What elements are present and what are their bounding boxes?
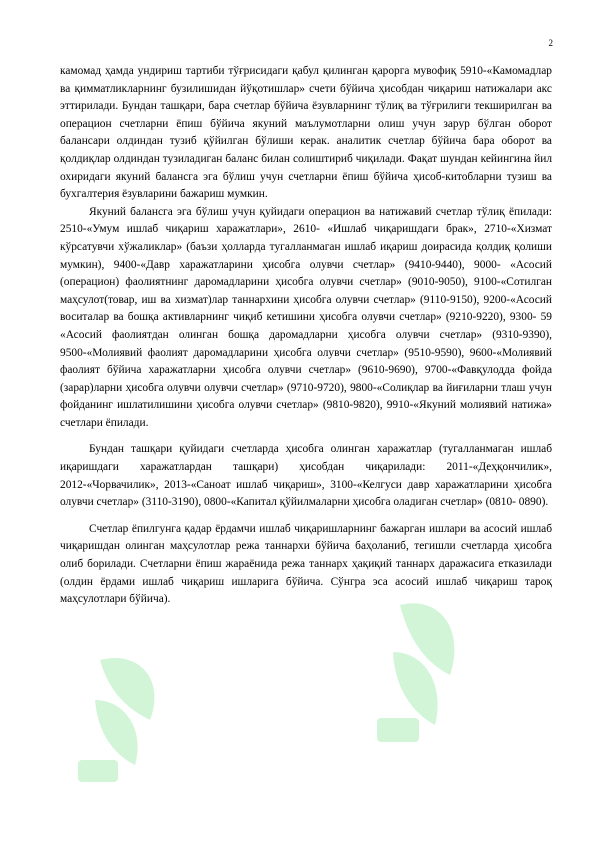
paragraph: Якуний балансга эга бўлиш учун қуйидаги операцион ва натижавий счетлар тўлиқ ёпилади: 2510-«Умум ишлаб чиқариш харажатлари», 2610- «Ишлаб чиқаришдаги брак», 2710-«Хизмат кўрсатувчи хўжаликлар» (баъзи ҳолларда тугалланмаган ишлаб иқариш доирасида қолдиқ қолиши мумкин), 9400-«Давр харажатларини ҳисобга олувчи счетлар» (9410-9440), 9000- «Асосий (операцион) фаолиятнинг даромадларини ҳисобга олувчи счетлар» (9010-9050), 9100-«Сотилган маҳсулот(товар, иш ва хизмат)лар таннархини ҳисобга олувчи счетлар» (9110-9150), 9200-«Асосий воситалар ва бошқа активларнинг чиқиб кетишини ҳисобга олувчи счетлар» (9210-9220), 9300- 59 «Асосий фаолиятдан олинган бошқа даромадларни ҳисобга олувчи счетлар» (9310-9390), 9500-«Молиявий фаолият даромадларини ҳисобга олувчи счетлар» (9510-9590), 9600-«Молиявий фаолият бўйича харажатларни ҳисобга олувчи счетлар» (9610-9690), 9700-«Фавқулодда фойда (зарар)ларни ҳисобга олувчи олувчи счетлар» (9710-9720), 9800-«Солиқлар ва йиғиларни тлаш учун фойданинг ишлатилишини ҳисобга олувчи счетлар» (9810-9820), 9910-«Якуний молиявий натижа» счетлари ёпилади. [60, 205, 552, 429]
paragraph: Бундан ташқари қуйидаги счетларда ҳисобга олинган харажатлар (тугалланмаган ишлаб иқаришдаги харажатлардан ташқари) ҳисобдан чиқарилади: 2011-«Деҳқончилик», 2012-«Чорвачилик», 2013-«Саноат ишлаб чиқариш», 3100-«Келгуси давр харажатларини ҳисобга олувчи счетлар» (3110-3190), 0800-«Капитал қўйилмаларни ҳисобга оладиган счетлар» (0810- 0890). [60, 443, 552, 509]
paragraph: камомад ҳамда ундириш тартиби тўғрисидаги қабул қилинган қарорга мувофиқ 5910-«Камомадлар ва қимматликларнинг бузилишидан йўқотишлар» счети бўйича ҳисобдан чиқариш натижалари акс эттирилади. Бундан ташқари, бара счетлар бўйича ёзувларнинг тўлиқ ва тўғрилиги текширилган ва операцион счетларни ёпиш бўйича якуний маълумотларни олиш учун зарур бўлган оборот балансари олдиндан тузиб қўйилган бўлиши керак. аналитик счетлар бўйича бара оборот ва қолдиқлар олдиндан тузиладиган баланс билан солиштириб чиқилади. Фақат шундан кейингина йил охиридаги якуний балансга эга бўлиш учун счетларни ёпиш бўйича ҳисоб-китобларни тузиш ва бухгалтерия ёзувларини бажариш мумкин. [60, 65, 552, 201]
leaf-logo-icon [70, 640, 190, 795]
leaf-logo-icon [365, 590, 485, 755]
document-body [60, 63, 552, 609]
paragraph: Счетлар ёпилгунга қадар ёрдамчи ишлаб чиқаришларнинг бажарган ишлари ва асосий ишлаб чиқаришдан олинган маҳсулотлар режа таннархи бўйича баҳоланиб, тегишли счетларда ҳисобга олиб борилади. Счетларни ёпиш жараёнида режа таннарх ҳақиқий таннарх даражасига етказилади (олдин ёрдами ишлаб чиқариш ишларига бўйича. Сўнгра эса асосий ишлаб чиқариш тароқ маҳсулотлари бўйича). [60, 522, 552, 606]
page-number: 2 [548, 38, 553, 48]
